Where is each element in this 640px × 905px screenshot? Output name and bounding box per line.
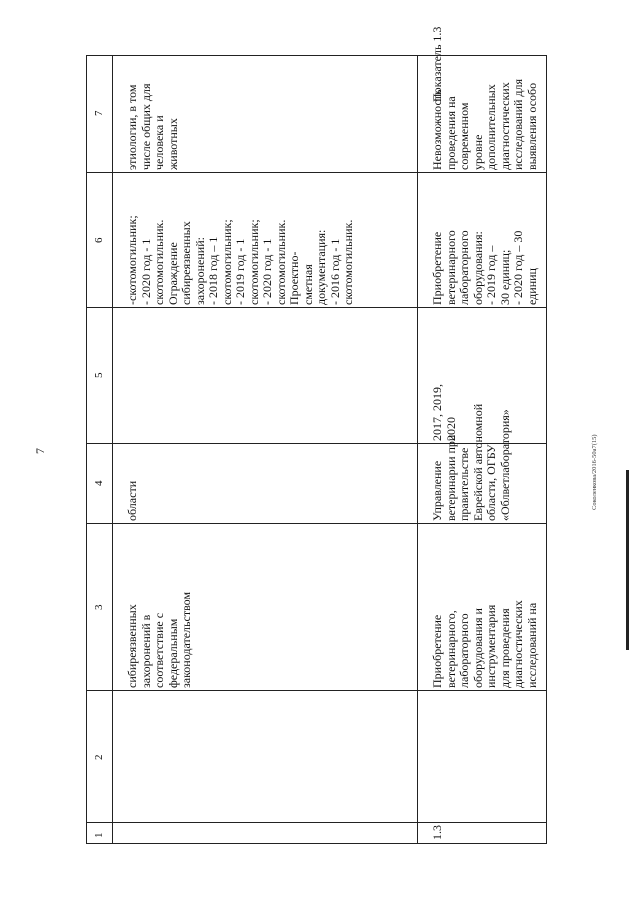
page-number: 7: [33, 448, 47, 454]
cell-r2-c1: 1.3: [430, 825, 444, 840]
cell-r2-c5: Приобретение ветеринарного лабораторного оборудования: - 2019 год – 30 единиц; - 2020 год – 30 единиц: [430, 230, 539, 305]
cell-r1-c2: сибиреязвенных захоронений в соответствие с федеральным законодательством: [125, 591, 193, 688]
col-border: [86, 172, 547, 173]
column-header: 6: [93, 237, 105, 243]
column-header: 2: [93, 754, 105, 760]
col-border: [86, 307, 547, 308]
col-border: [86, 690, 547, 691]
column-header: 7: [93, 110, 105, 116]
col-border: [86, 843, 547, 844]
column-header: 1: [93, 832, 105, 838]
column-header: 3: [93, 604, 105, 610]
cell-r2-c3: Управление ветеринарии при правительстве Еврейской автономной области, ОГБУ «Облветлаборатория»: [430, 403, 512, 521]
column-header: 5: [93, 372, 105, 378]
cell-r1-c5: -скотомогильник; - 2020 год - 1 скотомогильник. Ограждение сибиреязвенных захоронений: - 2018 год – 1 скотомогильник; - 2019 год - 1 скотомогильник; - 2020 год - 1 скотомогильник. Проектно- сметная документация: - 2016 год - 1 скотомогильник.: [125, 215, 355, 305]
table-border-right: [546, 55, 547, 844]
scan-edge-mark: [626, 470, 629, 650]
column-header: 4: [93, 480, 105, 486]
cell-r2-c7: Показатель 1.3: [430, 26, 444, 102]
row-separator: [417, 55, 418, 844]
col-border: [86, 822, 547, 823]
cell-r1-c6: этиологии, в том числе общих для человека и животных: [125, 83, 180, 170]
table-header-separator: [112, 55, 113, 844]
cell-r2-c6: Невозможность проведения на современном уровне дополнительных диагностических исследований для выявления особо: [430, 78, 539, 170]
cell-r2-c2: Приобретение ветеринарного, лабораторного оборудования и инструментария для проведения диагностических исследований на: [430, 600, 539, 688]
cell-r2-c4: 2017, 2019, 2020: [430, 384, 458, 441]
table-border-left: [86, 55, 87, 844]
document-footer: Соколенкова/2016-50а7(15): [591, 434, 598, 510]
col-border: [86, 523, 547, 524]
col-border: [86, 55, 547, 56]
cell-r1-c3: области: [125, 480, 139, 521]
